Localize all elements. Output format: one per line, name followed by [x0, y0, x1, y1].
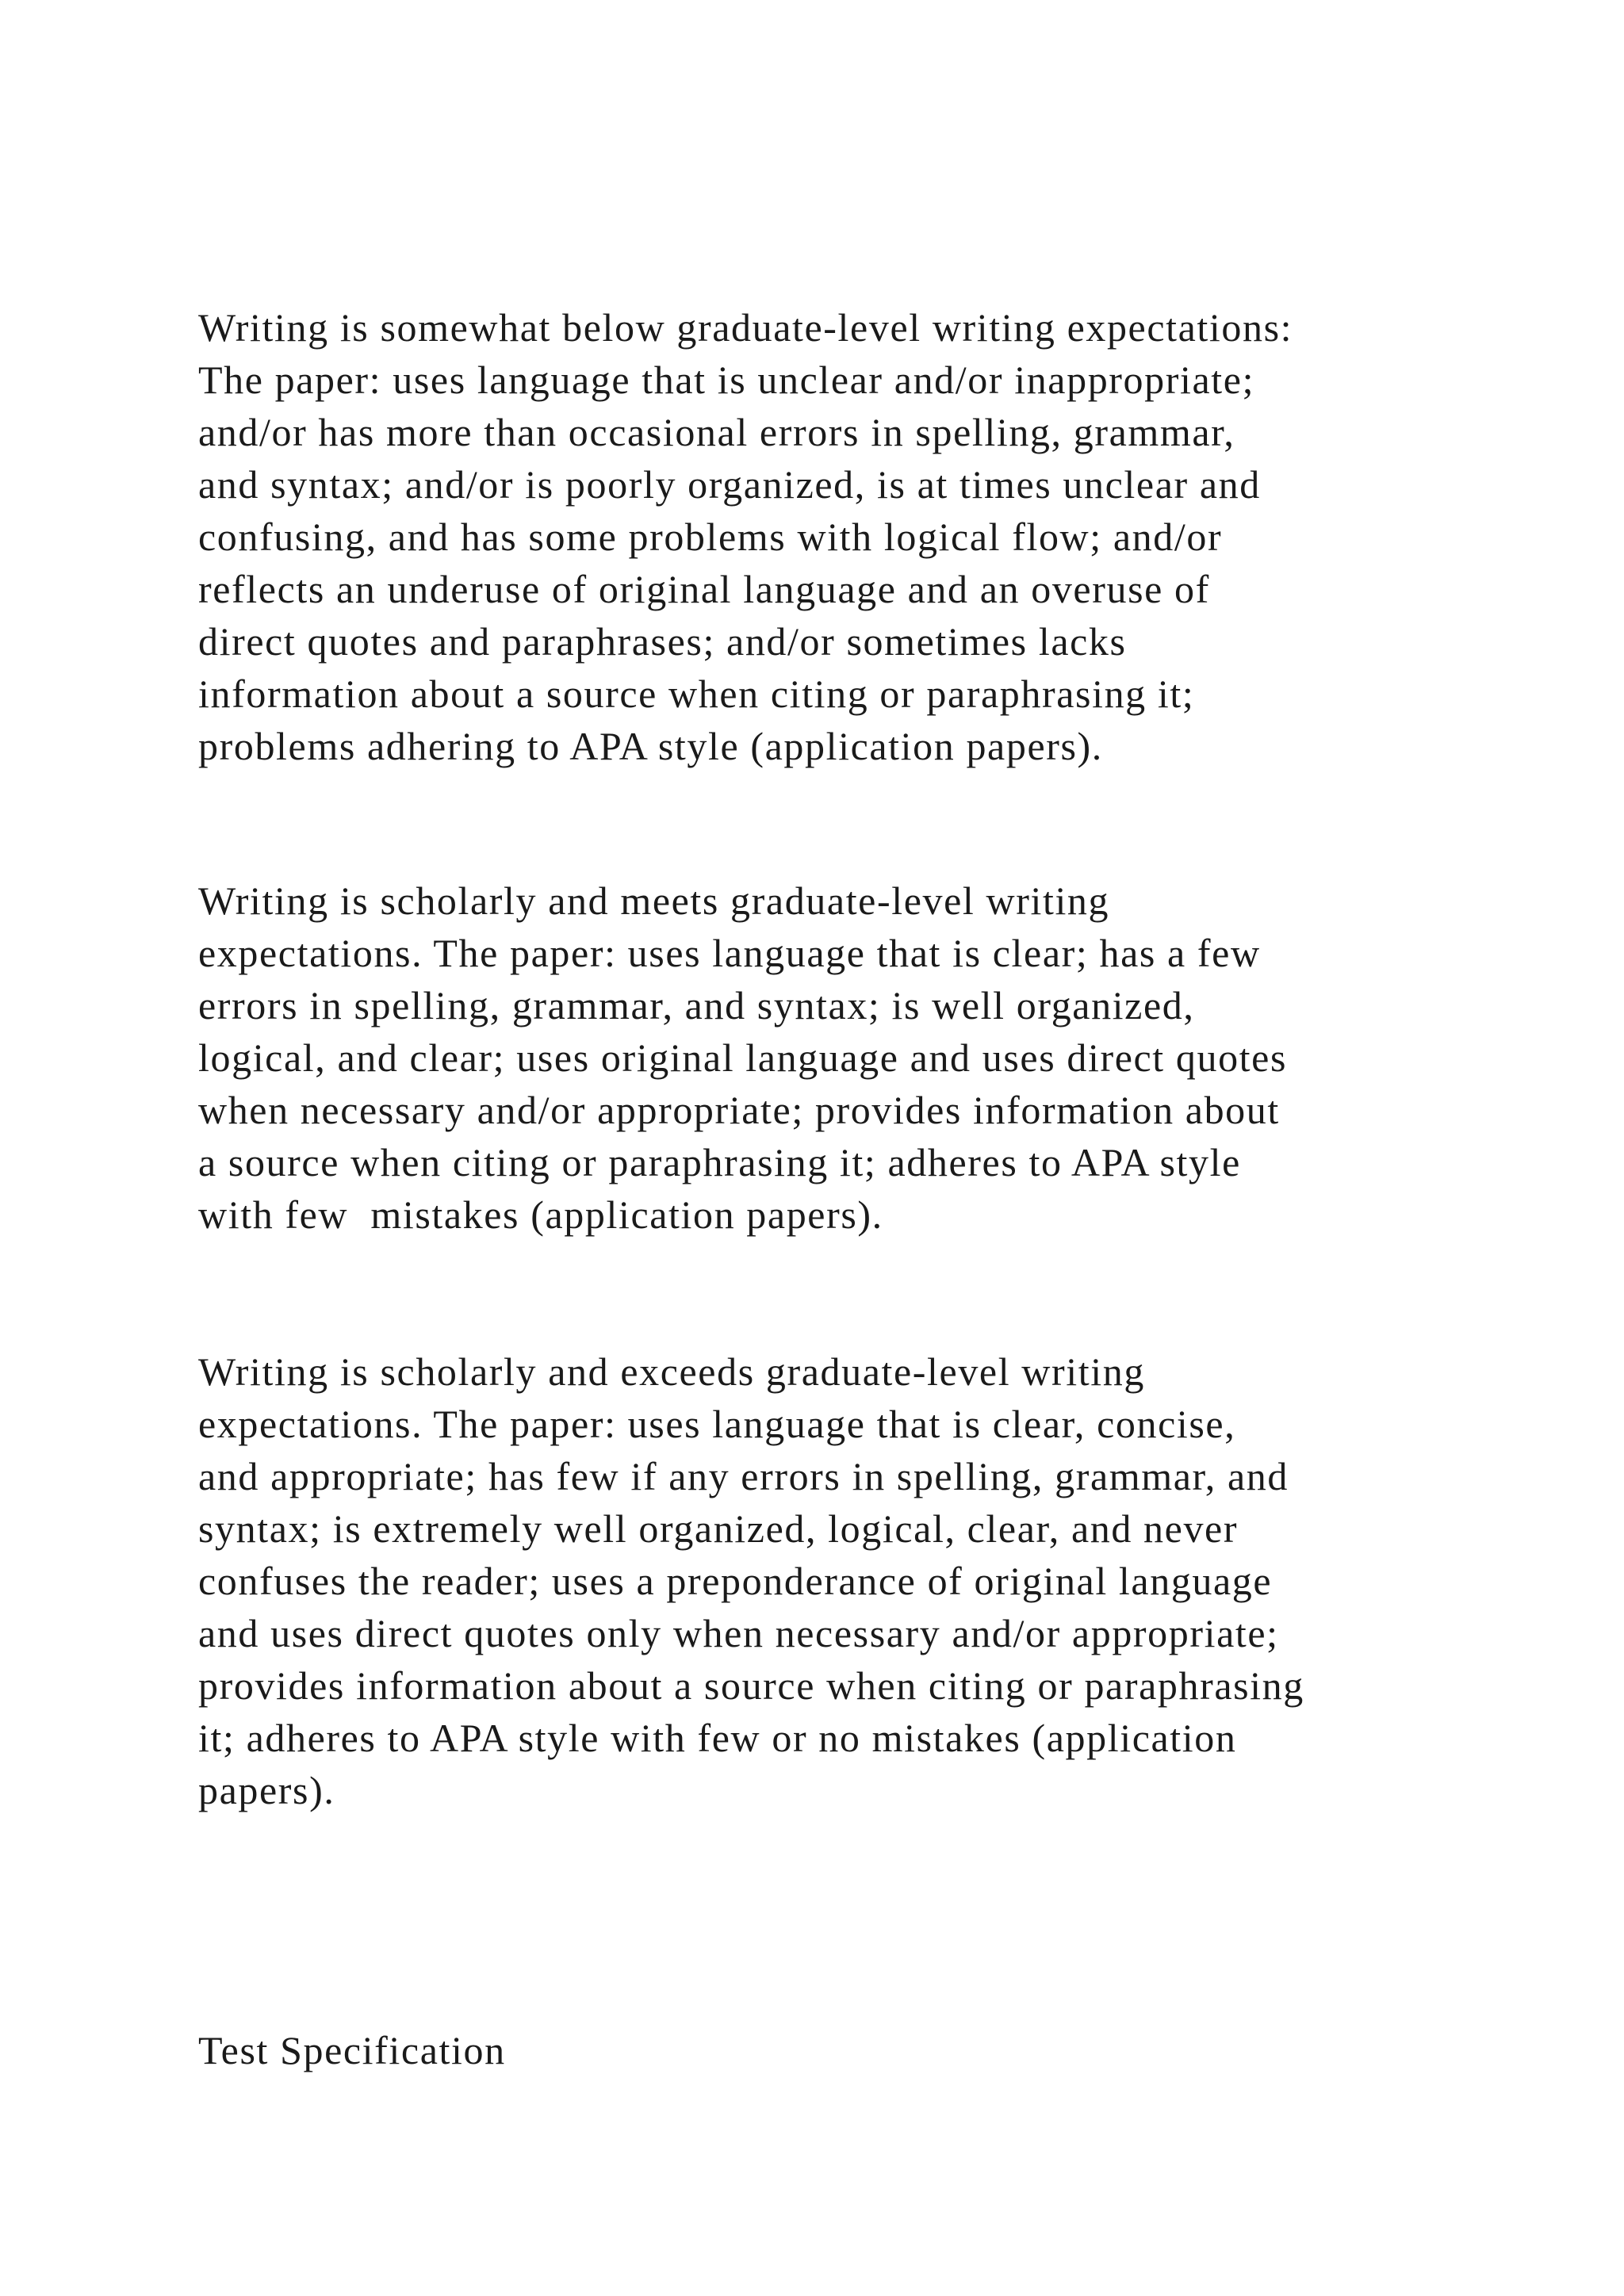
text-line: logical, and clear; uses original language and uses direct quotes [198, 1035, 1288, 1080]
text-line: a source when citing or paraphrasing it; adheres to APA style [198, 1140, 1241, 1184]
text-line: confusing, and has some problems with logical flow; and/or [198, 515, 1223, 559]
section-heading-test-specification [198, 2024, 1483, 2076]
text-line: Writing is scholarly and exceeds graduate-level writing [198, 1349, 1145, 1394]
text-line: expectations. The paper: uses language that is clear; has a few [198, 931, 1261, 975]
text-line: papers). [198, 1768, 335, 1812]
heading-text: Test Specification [198, 2028, 506, 2072]
text-line: expectations. The paper: uses language that is clear, concise, [198, 1402, 1236, 1446]
text-line: reflects an underuse of original language and an overuse of [198, 567, 1210, 611]
text-line: with few mistakes (application papers). [198, 1192, 883, 1237]
text-line: syntax; is extremely well organized, logical, clear, and never [198, 1506, 1239, 1551]
text-line: Writing is somewhat below graduate-level writing expectations: [198, 305, 1293, 350]
text-line: and/or has more than occasional errors in spelling, grammar, [198, 410, 1235, 454]
text-line: The paper: uses language that is unclear and/or inappropriate; [198, 358, 1255, 402]
text-line: and uses direct quotes only when necessary and/or appropriate; [198, 1611, 1279, 1655]
text-line: and appropriate; has few if any errors in spelling, grammar, and [198, 1454, 1289, 1498]
text-line: problems adhering to APA style (application papers). [198, 724, 1103, 768]
rubric-paragraph-exceeds-expectations [198, 1345, 1483, 1816]
rubric-paragraph-meets-expectations [198, 874, 1483, 1241]
text-line: provides information about a source when citing or paraphrasing [198, 1663, 1304, 1708]
text-line: when necessary and/or appropriate; provides information about [198, 1088, 1280, 1132]
text-line: Writing is scholarly and meets graduate-level writing [198, 878, 1110, 923]
text-line: direct quotes and paraphrases; and/or sometimes lacks [198, 619, 1127, 664]
text-line: information about a source when citing or paraphrasing it; [198, 672, 1195, 716]
text-line: errors in spelling, grammar, and syntax; is well organized, [198, 983, 1195, 1027]
text-line: confuses the reader; uses a preponderance of original language [198, 1559, 1273, 1603]
text-line: it; adheres to APA style with few or no mistakes (application [198, 1716, 1237, 1760]
rubric-paragraph-below-expectations [198, 301, 1483, 772]
text-line: and syntax; and/or is poorly organized, is at times unclear and [198, 462, 1261, 507]
